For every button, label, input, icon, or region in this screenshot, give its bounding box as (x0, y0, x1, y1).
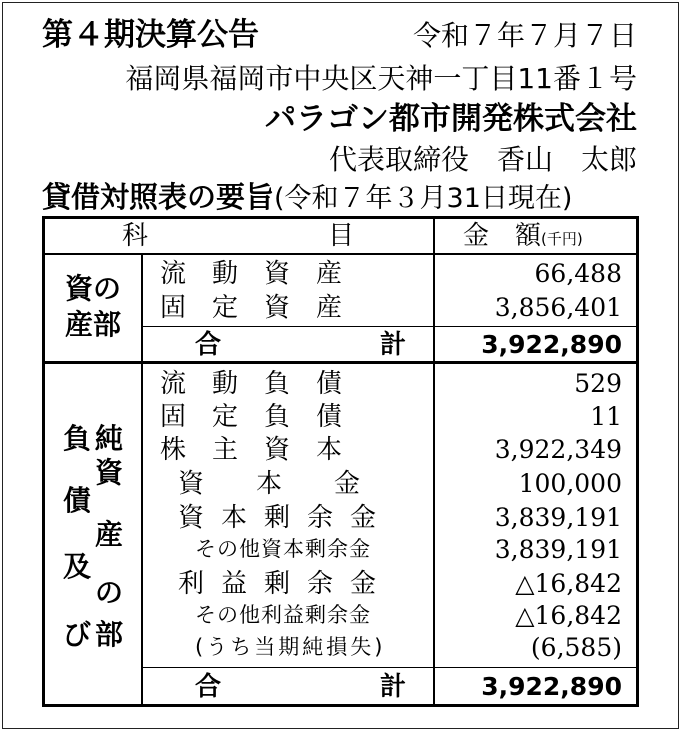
asset-total-divider (141, 326, 636, 327)
liab-section-col2-4: 部 (95, 618, 124, 651)
liab-section-col1-0: 負 (63, 422, 92, 455)
liab-row-value: 100,000 (518, 469, 622, 498)
header-unit: (千円) (541, 230, 583, 248)
header-kingaku-text: 金 額 (463, 221, 542, 251)
asset-total-value: 3,922,890 (481, 330, 622, 359)
liab-section-col1-3: び (63, 618, 92, 651)
liab-total-label-1: 合 (195, 672, 222, 702)
liab-row-label: 資 本 金 (178, 469, 361, 499)
assets-section-divider (45, 361, 636, 364)
liab-total-label-2: 計 (380, 672, 407, 702)
liab-section-col2-2: 産 (95, 518, 124, 551)
company-name: パラゴン都市開発株式会社 (265, 101, 637, 137)
header-kamoku-1: 科 (122, 221, 149, 251)
subtitle-text: 貸借対照表の要旨 (42, 180, 275, 214)
liab-row-value: △16,842 (515, 569, 622, 598)
asset-row-value: 66,488 (534, 259, 622, 288)
representative: 代表取締役 香山 太郎 (328, 143, 637, 176)
notice-date: 令和７年７月７日 (412, 19, 637, 52)
assets-section-label-1: 資の (65, 272, 122, 305)
liab-row-value: 3,839,191 (494, 503, 622, 532)
liab-section-col1-2: 及 (63, 550, 92, 583)
section-column-divider (141, 253, 143, 704)
liab-row-label: 資本剰余金 (178, 503, 394, 533)
asset-row-label: 固 定 資 産 (160, 293, 343, 323)
amount-column-divider (433, 219, 435, 704)
header-kingaku (463, 223, 583, 249)
liab-row-value: 3,922,349 (494, 435, 622, 464)
liab-row-label: 利益剰余金 (178, 569, 394, 599)
liab-row-value: △16,842 (515, 601, 622, 630)
liab-section-col2-3: の (95, 576, 124, 609)
liab-row-value: (6,585) (530, 633, 622, 662)
asset-row-value: 3,856,401 (494, 293, 622, 322)
liab-total-value: 3,922,890 (481, 672, 622, 701)
liab-row-label: 流 動 負 債 (160, 369, 343, 399)
liab-row-label: その他資本剰余金 (195, 537, 371, 561)
liab-row-label: (うち当期純損失) (195, 635, 386, 659)
asset-row-label: 流 動 資 産 (160, 259, 343, 289)
header-kamoku-2: 目 (328, 221, 355, 251)
assets-section-label-2: 産部 (65, 308, 122, 341)
company-address: 福岡県福岡市中央区天神一丁目11番１号 (125, 62, 637, 95)
liab-row-label: その他利益剰余金 (195, 603, 371, 627)
subtitle-period: (令和７年３月31日現在) (274, 183, 573, 214)
liab-row-value: 11 (590, 402, 622, 431)
liab-section-col2-0: 純 (95, 422, 124, 455)
liab-section-col2-1: 資 (95, 456, 124, 489)
liab-section-col1-1: 債 (63, 484, 92, 517)
liab-row-label: 固 定 負 債 (160, 402, 343, 432)
notice-title: 第４期決算公告 (42, 17, 259, 53)
liab-total-divider (141, 667, 636, 668)
balance-sheet-title (42, 180, 573, 214)
balance-sheet-table (42, 216, 639, 707)
liab-row-value: 3,839,191 (494, 535, 622, 564)
liab-row-label: 株 主 資 本 (160, 435, 343, 465)
asset-total-label-2: 計 (380, 330, 407, 360)
liab-row-value: 529 (574, 369, 622, 398)
asset-total-label-1: 合 (195, 330, 222, 360)
header-divider (45, 253, 636, 255)
